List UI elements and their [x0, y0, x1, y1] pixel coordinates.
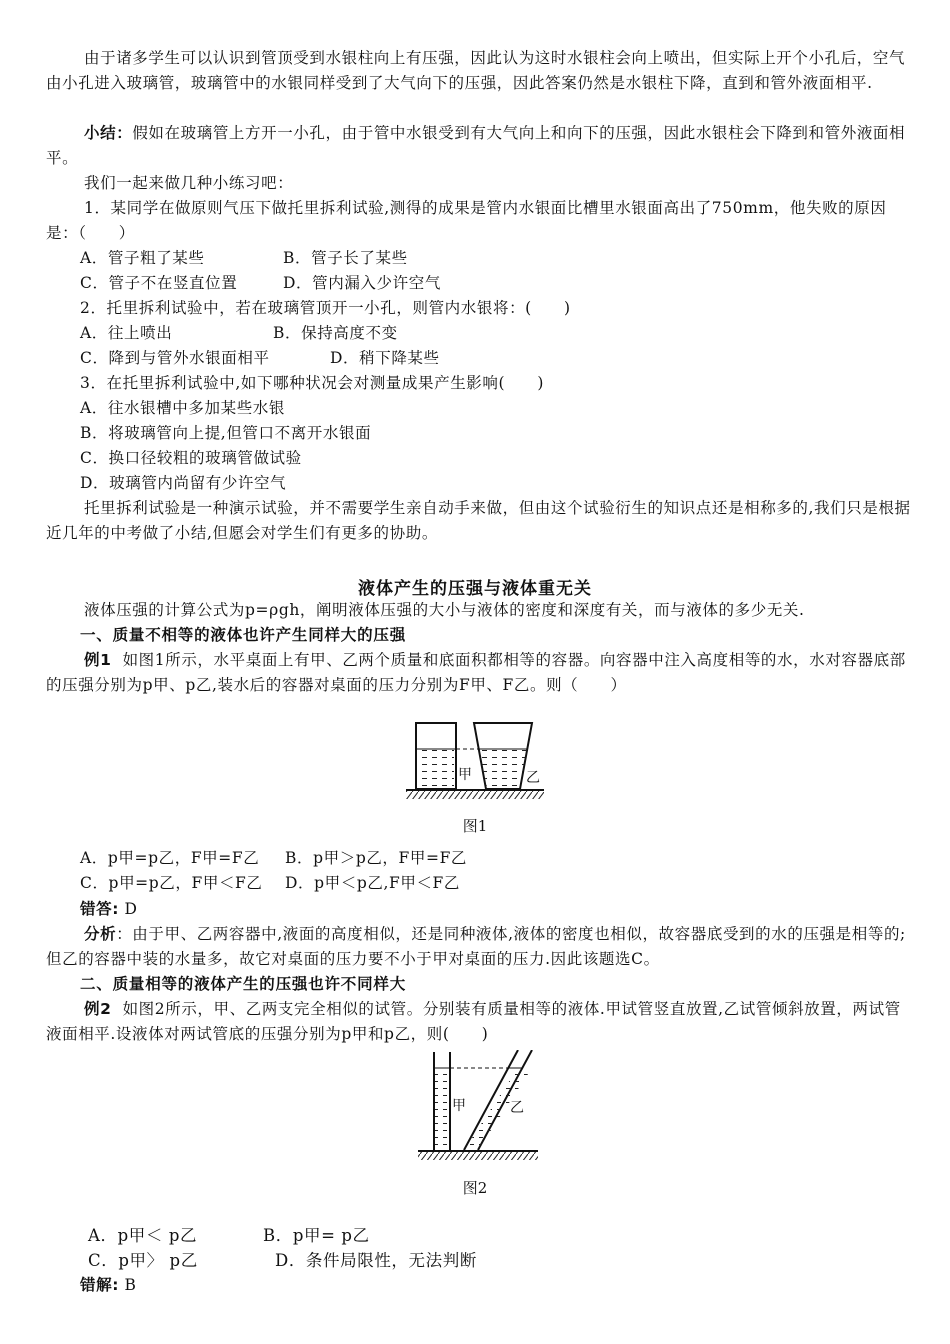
q2-option-c: C．降到与管外水银面相平 — [80, 349, 270, 367]
paragraph-explanation: 由于诸多学生可以认识到管顶受到水银柱向上有压强，因此认为这时水银柱会向上喷出，但实际上开个小孔后，空气由小孔进入玻璃管，玻璃管中的水银同样受到了大气向下的压强，因此答案仍然是水银柱下降，直到和管外液面相平. — [46, 49, 906, 92]
answer-1-value: D — [124, 900, 138, 918]
fig1-label-yi: 乙 — [526, 770, 540, 786]
analysis — [46, 922, 912, 972]
q3-option-c: C．换口径较粗的玻璃管做试验 — [80, 449, 302, 467]
heading-1: 一、质量不相等的液体也许产生同样大的压强 — [80, 626, 407, 644]
section-title: 液体产生的压强与液体重无关 — [358, 579, 592, 599]
q3-option-a: A．往水银槽中多加某些水银 — [80, 399, 285, 417]
water-jia — [418, 749, 454, 787]
q3-option-d: D．玻璃管内尚留有少许空气 — [80, 474, 287, 492]
example-2-text: 如图2所示，甲、乙两支完全相似的试管。分别装有质量相等的液体.甲试管竖直放置,乙试管倾斜放置，两试管液面相平.设液体对两试管底的压强分别为p甲和p乙，则( ) — [46, 1000, 901, 1043]
q1-option-d: D．管内漏入少许空气 — [283, 274, 441, 292]
summary-label: 小结： — [84, 124, 133, 142]
q3-option-b: B．将玻璃管向上提,但管口不离开水银面 — [80, 424, 372, 442]
figure-1-caption: 图1 — [462, 817, 488, 835]
q1-option-a: A．管子粗了某些 — [80, 249, 205, 267]
figure-2-diagram — [414, 1050, 540, 1166]
answer-2 — [80, 1273, 137, 1298]
q2-option-b: B．保持高度不变 — [273, 324, 398, 342]
ex1-option-d: D．p甲＜p乙,F甲＜F乙 — [285, 874, 461, 892]
liquid-jia — [435, 1068, 449, 1150]
q1-option-b: B．管子长了某些 — [283, 249, 408, 267]
figure-2-caption: 图2 — [462, 1179, 488, 1197]
q2-option-d: D．稍下降某些 — [330, 349, 440, 367]
answer-2-value: B — [124, 1276, 137, 1294]
ex2-option-a: A．p甲＜ p乙 — [88, 1226, 198, 1245]
summary-text: 假如在玻璃管上方开一小孔，由于管中水银受到有大气向上和向下的压强，因此水银柱会下降到和管外液面相平。 — [46, 124, 906, 167]
analysis-text: ：由于甲、乙两容器中,液面的高度相似，还是同种液体,液体的密度也相似，故容器底受到的水的压强是相等的;但乙的容器中装的水量多，故它对桌面的压力要不小于甲对桌面的压力.因此该题选C。 — [46, 925, 906, 968]
example-1-text: 如图1所示，水平桌面上有甲、乙两个质量和底面积都相等的容器。向容器中注入高度相等的水，水对容器底部的压强分别为p甲、p乙,装水后的容器对桌面的压力分别为F甲、F乙。则（ ） — [46, 651, 906, 694]
example-1 — [46, 648, 912, 698]
paragraph-closing: 托里拆利试验是一种演示试验，并不需要学生亲自动手来做，但由这个试验衍生的知识点还是相称多的,我们只是根据近几年的中考做了小结,但愿会对学生们有更多的协助。 — [46, 499, 911, 542]
fig1-label-jia: 甲 — [458, 767, 472, 783]
q1-option-c: C．管子不在竖直位置 — [80, 274, 238, 292]
ex2-option-d: D．条件局限性，无法判断 — [275, 1251, 477, 1270]
question-2: 2．托里拆利试验中，若在玻璃管顶开一小孔，则管内水银将：( ) — [80, 299, 571, 317]
practice-intro: 我们一起来做几种小练习吧： — [84, 174, 294, 192]
section-intro: 液体压强的计算公式为p=ρgh，阐明液体压强的大小与液体的密度和深度有关，而与液体的多少无关. — [84, 601, 805, 619]
fig2-label-jia: 甲 — [452, 1098, 466, 1114]
answer-1-label: 错答: — [80, 900, 119, 918]
fig2-label-yi: 乙 — [510, 1100, 524, 1116]
example-1-label: 例1 — [84, 651, 112, 669]
ex2-option-b: B．p甲= p乙 — [263, 1226, 370, 1245]
analysis-label: 分析 — [84, 925, 117, 943]
ex1-option-b: B．p甲＞p乙，F甲=F乙 — [285, 849, 468, 867]
heading-2: 二、质量相等的液体产生的压强也许不同样大 — [80, 975, 407, 993]
question-1: 1．某同学在做原则气压下做托里拆利试验,测得的成果是管内水银面比槽里水银面高出了750mm，他失败的原因是：（ ） — [46, 199, 887, 242]
q2-option-a: A．往上喷出 — [80, 324, 173, 342]
ex1-option-a: A．p甲=p乙，F甲=F乙 — [80, 849, 260, 867]
answer-2-label: 错解: — [80, 1276, 119, 1294]
example-2-label: 例2 — [84, 1000, 112, 1018]
example-2 — [46, 997, 912, 1047]
figure-1-diagram — [400, 712, 550, 804]
ex1-option-c: C．p甲=p乙，F甲＜F乙 — [80, 874, 263, 892]
answer-1 — [80, 897, 138, 922]
ex2-option-c: C．p甲〉 p乙 — [88, 1251, 198, 1270]
question-3: 3．在托里拆利试验中,如下哪种状况会对测量成果产生影响( ) — [80, 374, 544, 392]
paragraph-summary — [46, 121, 912, 171]
